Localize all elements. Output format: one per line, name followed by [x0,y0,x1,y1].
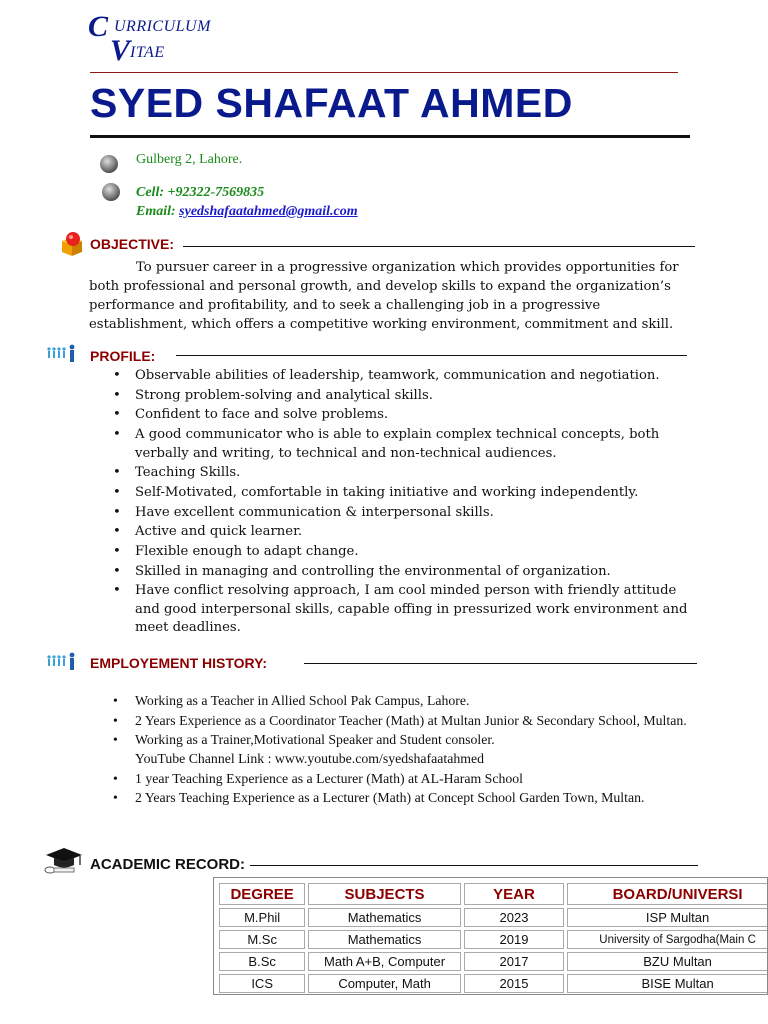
table-cell: M.Sc [219,930,305,949]
table-header-row [219,883,768,905]
employment-heading: EMPLOYEMENT HISTORY: [90,655,268,671]
logo-letter-v: V [110,34,131,67]
people-icon [46,652,78,672]
table-row [219,930,768,949]
address-text: Gulberg 2, Lahore. [136,152,243,167]
profile-rule [176,355,687,356]
table-cell: B.Sc [219,952,305,971]
profile-list [89,367,689,639]
header-divider [90,72,678,73]
table-cell: Computer, Math [308,974,461,993]
list-item: • Have excellent communication & interpersonal skills. [89,504,689,523]
people-icon [46,344,78,364]
table-cell: 2015 [464,974,564,993]
list-item: • Confident to face and solve problems. [89,406,689,425]
academic-heading: ACADEMIC RECORD: [90,856,245,873]
table-cell: 2019 [464,930,564,949]
name-underline [90,135,690,138]
graduation-cap-icon [42,845,86,875]
academic-table-frame [213,877,768,995]
list-item: • Working as a Teacher in Allied School Pak Campus, Lahore. [89,692,689,711]
table-row [219,952,768,971]
table-cell: ICS [219,974,305,993]
table-row [219,908,768,927]
employment-rule [304,663,697,664]
employment-list [89,692,689,809]
logo-text-urriculum: URRICULUM [114,18,211,35]
candidate-name: SYED SHAFAAT AHMED [90,80,573,126]
table-cell: University of Sargodha(Main C [567,930,768,949]
email-link[interactable]: syedshafaatahmed@gmail.com [179,204,358,219]
cell-text: Cell: +92322-7569835 [136,185,265,200]
email-line [136,204,358,220]
table-row [219,974,768,993]
academic-table [216,880,768,995]
list-item: • Skilled in managing and controlling the environmental of organization. [89,563,689,582]
list-item [89,731,689,768]
list-item: • 1 year Teaching Experience as a Lecturer (Math) at AL-Haram School [89,770,689,789]
logo-letter-c: C [88,10,109,43]
cv-logo [88,8,228,68]
objective-rule [183,246,695,247]
logo-text-itae: ITAE [130,44,165,61]
column-header: SUBJECTS [308,883,461,905]
list-item: • Strong problem-solving and analytical skills. [89,387,689,406]
list-item: • Have conflict resolving approach, I am cool minded person with friendly attitude and good interpersonal skills, capable offing in pressurized work environment and meet deadlines. [89,582,689,638]
youtube-link: YouTube Channel Link : www.youtube.com/syedshafaatahmed [135,750,484,766]
table-cell: ISP Multan [567,908,768,927]
table-cell: BISE Multan [567,974,768,993]
objective-heading: OBJECTIVE: [90,236,175,252]
home-icon [100,155,118,173]
list-item-text: Working as a Trainer,Motivational Speaker and Student consoler. [135,732,495,748]
list-item: • A good communicator who is able to explain complex technical concepts, both verbally and writing, to technical and non-technical audiences. [89,426,689,463]
column-header: YEAR [464,883,564,905]
column-header: BOARD/UNIVERSI [567,883,768,905]
list-item: • Flexible enough to adapt change. [89,543,689,562]
table-cell: Mathematics [308,930,461,949]
profile-heading: PROFILE: [90,348,156,364]
list-item: • Self-Motivated, comfortable in taking initiative and working independently. [89,484,689,503]
table-cell: BZU Multan [567,952,768,971]
table-cell: Math A+B, Computer [308,952,461,971]
email-label: Email: [136,204,180,219]
column-header: DEGREE [219,883,305,905]
cube-icon [56,229,84,257]
list-item: • Teaching Skills. [89,464,689,483]
table-cell: 2023 [464,908,564,927]
list-item: • 2 Years Teaching Experience as a Lecturer (Math) at Concept School Garden Town, Multan. [89,789,689,808]
list-item: • 2 Years Experience as a Coordinator Teacher (Math) at Multan Junior & Secondary School, Multan. [89,712,689,731]
table-cell: 2017 [464,952,564,971]
list-item: • Active and quick learner. [89,523,689,542]
objective-text: To pursuer career in a progressive organization which provides opportunities for both professional and personal growth, and develop skills to expand the organization’s performance and profitability, and to seek a challenging job in a progressive establishment, which offers a competitive working environment, commitment and skill. [89,260,679,332]
phone-icon [102,183,120,201]
table-cell: Mathematics [308,908,461,927]
table-cell: M.Phil [219,908,305,927]
list-item: • Observable abilities of leadership, teamwork, communication and negotiation. [89,367,689,386]
academic-rule [250,865,698,866]
